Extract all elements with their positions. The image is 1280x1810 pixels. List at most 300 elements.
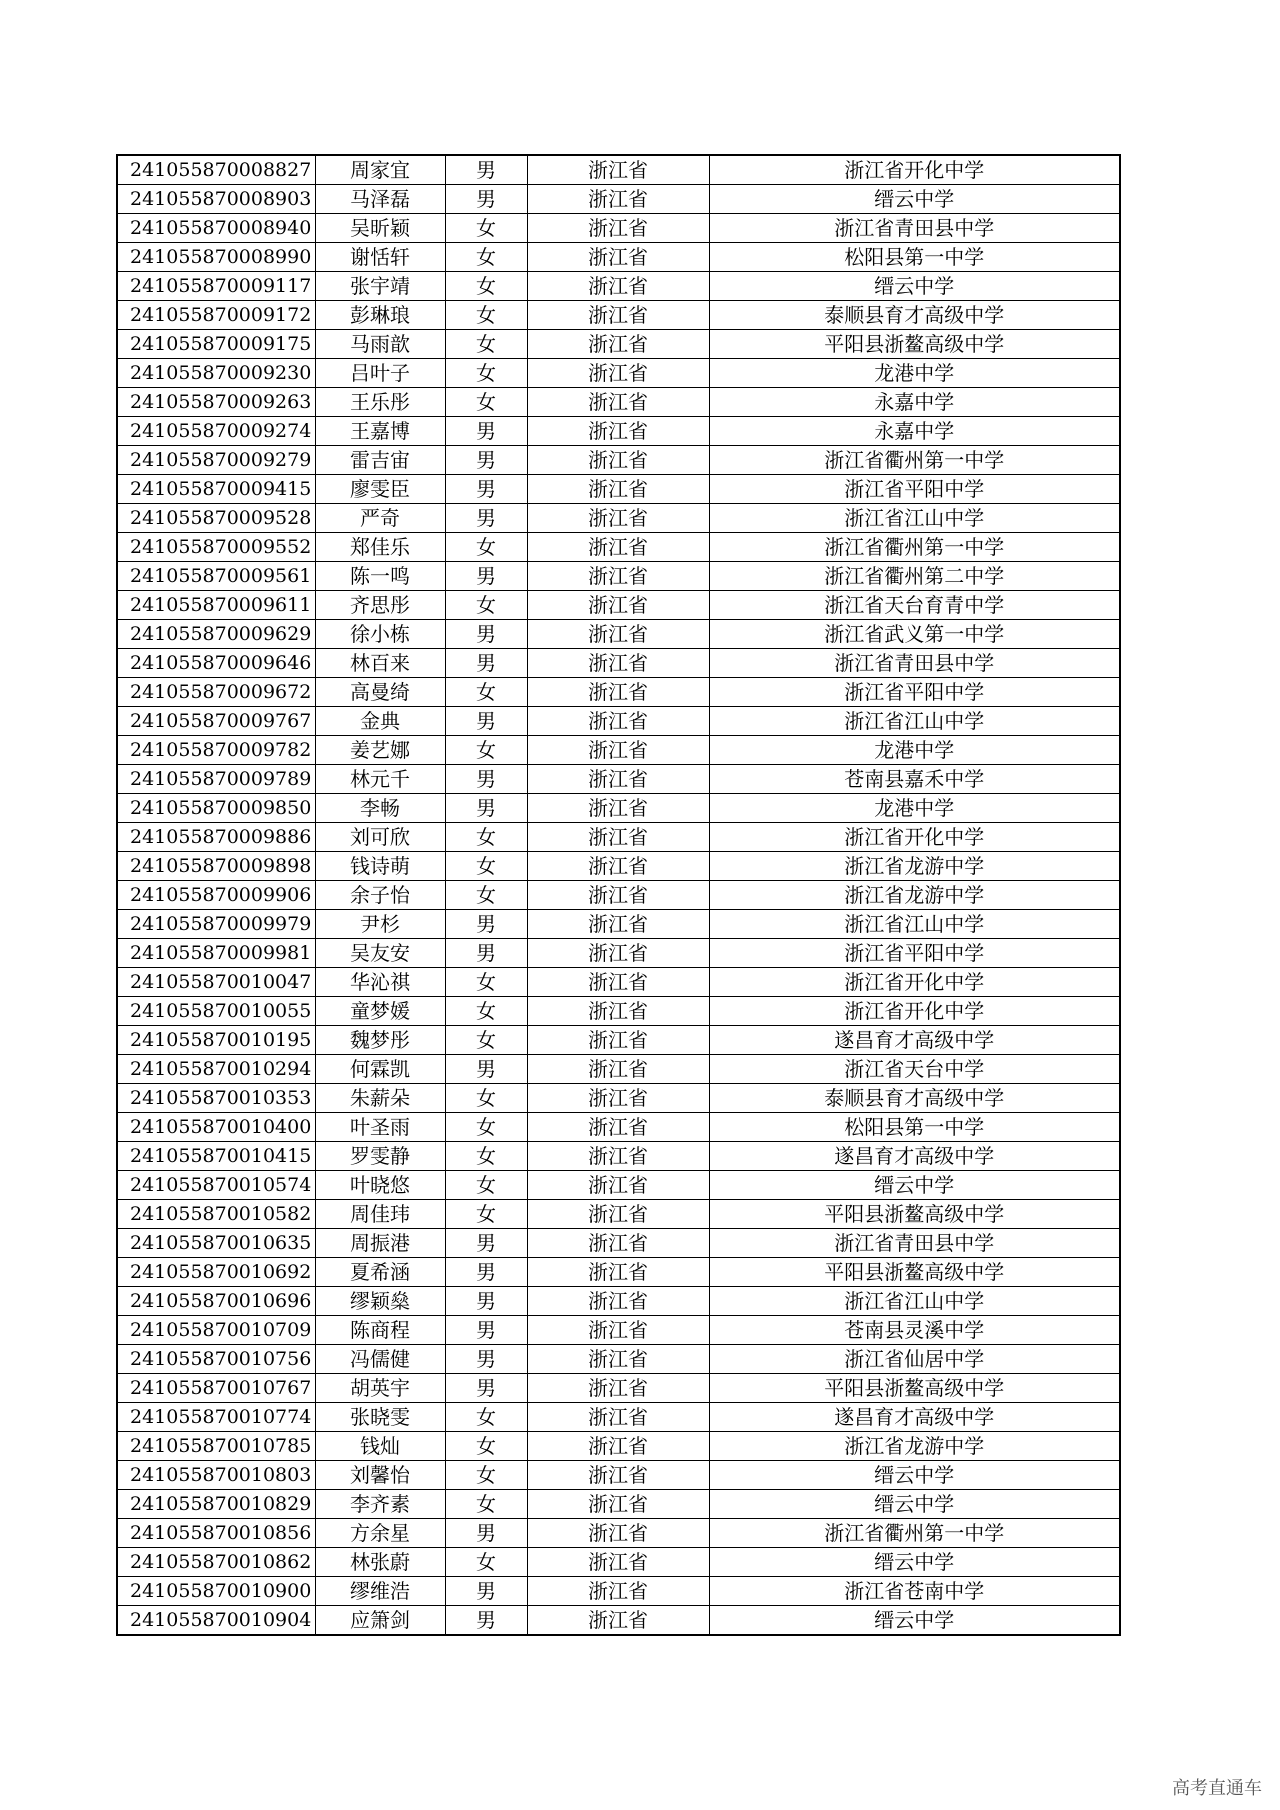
exam-id-cell: 241055870009782 <box>117 736 315 765</box>
province-cell: 浙江省 <box>527 1403 709 1432</box>
table-row <box>117 533 1120 562</box>
name-cell: 冯儒健 <box>315 1345 445 1374</box>
school-cell: 浙江省江山中学 <box>709 1287 1120 1316</box>
table-row <box>117 243 1120 272</box>
name-cell: 钱灿 <box>315 1432 445 1461</box>
province-cell: 浙江省 <box>527 1606 709 1636</box>
gender-cell: 男 <box>445 794 527 823</box>
exam-id-cell: 241055870009279 <box>117 446 315 475</box>
gender-cell: 女 <box>445 591 527 620</box>
province-cell: 浙江省 <box>527 533 709 562</box>
school-cell: 浙江省龙游中学 <box>709 881 1120 910</box>
exam-id-cell: 241055870009172 <box>117 301 315 330</box>
exam-id-cell: 241055870009230 <box>117 359 315 388</box>
name-cell: 余子怡 <box>315 881 445 910</box>
school-cell: 平阳县浙鳌高级中学 <box>709 330 1120 359</box>
gender-cell: 男 <box>445 765 527 794</box>
name-cell: 王乐彤 <box>315 388 445 417</box>
province-cell: 浙江省 <box>527 214 709 243</box>
province-cell: 浙江省 <box>527 1432 709 1461</box>
school-cell: 浙江省衢州第一中学 <box>709 533 1120 562</box>
table-row <box>117 475 1120 504</box>
name-cell: 缪颖燊 <box>315 1287 445 1316</box>
gender-cell: 女 <box>445 1200 527 1229</box>
name-cell: 罗雯静 <box>315 1142 445 1171</box>
gender-cell: 女 <box>445 852 527 881</box>
province-cell: 浙江省 <box>527 1258 709 1287</box>
school-cell: 平阳县浙鳌高级中学 <box>709 1200 1120 1229</box>
gender-cell: 男 <box>445 1519 527 1548</box>
table-row <box>117 678 1120 707</box>
gender-cell: 男 <box>445 1055 527 1084</box>
name-cell: 钱诗萌 <box>315 852 445 881</box>
name-cell: 金典 <box>315 707 445 736</box>
school-cell: 缙云中学 <box>709 1461 1120 1490</box>
name-cell: 叶晓悠 <box>315 1171 445 1200</box>
school-cell: 浙江省衢州第一中学 <box>709 446 1120 475</box>
province-cell: 浙江省 <box>527 301 709 330</box>
gender-cell: 男 <box>445 1258 527 1287</box>
name-cell: 刘可欣 <box>315 823 445 852</box>
gender-cell: 男 <box>445 1345 527 1374</box>
exam-id-cell: 241055870010774 <box>117 1403 315 1432</box>
name-cell: 缪维浩 <box>315 1577 445 1606</box>
school-cell: 遂昌育才高级中学 <box>709 1142 1120 1171</box>
roster-table <box>116 154 1121 1636</box>
school-cell: 浙江省武义第一中学 <box>709 620 1120 649</box>
name-cell: 朱薪朵 <box>315 1084 445 1113</box>
name-cell: 胡英宇 <box>315 1374 445 1403</box>
name-cell: 应箫剑 <box>315 1606 445 1636</box>
school-cell: 遂昌育才高级中学 <box>709 1026 1120 1055</box>
school-cell: 苍南县嘉禾中学 <box>709 765 1120 794</box>
name-cell: 吴昕颖 <box>315 214 445 243</box>
province-cell: 浙江省 <box>527 794 709 823</box>
roster-body <box>117 155 1120 1635</box>
exam-id-cell: 241055870009767 <box>117 707 315 736</box>
name-cell: 王嘉博 <box>315 417 445 446</box>
table-row <box>117 214 1120 243</box>
exam-id-cell: 241055870010696 <box>117 1287 315 1316</box>
table-row <box>117 1316 1120 1345</box>
gender-cell: 男 <box>445 504 527 533</box>
exam-id-cell: 241055870010582 <box>117 1200 315 1229</box>
gender-cell: 女 <box>445 1084 527 1113</box>
name-cell: 雷吉宙 <box>315 446 445 475</box>
gender-cell: 女 <box>445 1171 527 1200</box>
province-cell: 浙江省 <box>527 330 709 359</box>
school-cell: 浙江省平阳中学 <box>709 475 1120 504</box>
table-row <box>117 330 1120 359</box>
province-cell: 浙江省 <box>527 620 709 649</box>
table-row <box>117 1461 1120 1490</box>
school-cell: 泰顺县育才高级中学 <box>709 301 1120 330</box>
exam-id-cell: 241055870010574 <box>117 1171 315 1200</box>
gender-cell: 女 <box>445 272 527 301</box>
exam-id-cell: 241055870010900 <box>117 1577 315 1606</box>
exam-id-cell: 241055870010400 <box>117 1113 315 1142</box>
gender-cell: 男 <box>445 939 527 968</box>
gender-cell: 女 <box>445 1432 527 1461</box>
table-row <box>117 1345 1120 1374</box>
school-cell: 浙江省开化中学 <box>709 968 1120 997</box>
gender-cell: 男 <box>445 649 527 678</box>
table-row <box>117 1403 1120 1432</box>
name-cell: 林百来 <box>315 649 445 678</box>
exam-id-cell: 241055870009552 <box>117 533 315 562</box>
school-cell: 浙江省仙居中学 <box>709 1345 1120 1374</box>
name-cell: 谢恬轩 <box>315 243 445 272</box>
name-cell: 华沁祺 <box>315 968 445 997</box>
name-cell: 刘馨怡 <box>315 1461 445 1490</box>
name-cell: 李齐素 <box>315 1490 445 1519</box>
table-row <box>117 997 1120 1026</box>
province-cell: 浙江省 <box>527 562 709 591</box>
name-cell: 张宇靖 <box>315 272 445 301</box>
table-row <box>117 359 1120 388</box>
school-cell: 浙江省龙游中学 <box>709 1432 1120 1461</box>
table-row <box>117 417 1120 446</box>
exam-id-cell: 241055870009528 <box>117 504 315 533</box>
exam-id-cell: 241055870009981 <box>117 939 315 968</box>
name-cell: 林张蔚 <box>315 1548 445 1577</box>
gender-cell: 男 <box>445 562 527 591</box>
province-cell: 浙江省 <box>527 243 709 272</box>
table-row <box>117 155 1120 185</box>
gender-cell: 男 <box>445 620 527 649</box>
school-cell: 缙云中学 <box>709 185 1120 214</box>
exam-id-cell: 241055870010692 <box>117 1258 315 1287</box>
gender-cell: 男 <box>445 910 527 939</box>
exam-id-cell: 241055870009979 <box>117 910 315 939</box>
exam-id-cell: 241055870010047 <box>117 968 315 997</box>
province-cell: 浙江省 <box>527 155 709 185</box>
table-row <box>117 591 1120 620</box>
gender-cell: 女 <box>445 997 527 1026</box>
table-row <box>117 620 1120 649</box>
table-row <box>117 649 1120 678</box>
gender-cell: 女 <box>445 1113 527 1142</box>
gender-cell: 男 <box>445 707 527 736</box>
table-row <box>117 1113 1120 1142</box>
school-cell: 泰顺县育才高级中学 <box>709 1084 1120 1113</box>
table-row <box>117 272 1120 301</box>
province-cell: 浙江省 <box>527 968 709 997</box>
name-cell: 周振港 <box>315 1229 445 1258</box>
table-row <box>117 881 1120 910</box>
name-cell: 彭琳琅 <box>315 301 445 330</box>
table-row <box>117 1055 1120 1084</box>
school-cell: 浙江省开化中学 <box>709 823 1120 852</box>
province-cell: 浙江省 <box>527 1171 709 1200</box>
province-cell: 浙江省 <box>527 1055 709 1084</box>
name-cell: 张晓雯 <box>315 1403 445 1432</box>
province-cell: 浙江省 <box>527 1142 709 1171</box>
gender-cell: 男 <box>445 417 527 446</box>
table-row <box>117 1432 1120 1461</box>
table-row <box>117 1229 1120 1258</box>
table-row <box>117 1519 1120 1548</box>
province-cell: 浙江省 <box>527 388 709 417</box>
exam-id-cell: 241055870010195 <box>117 1026 315 1055</box>
school-cell: 缙云中学 <box>709 272 1120 301</box>
gender-cell: 男 <box>445 1287 527 1316</box>
name-cell: 严奇 <box>315 504 445 533</box>
gender-cell: 女 <box>445 330 527 359</box>
school-cell: 缙云中学 <box>709 1548 1120 1577</box>
name-cell: 何霖凯 <box>315 1055 445 1084</box>
name-cell: 周家宜 <box>315 155 445 185</box>
gender-cell: 女 <box>445 823 527 852</box>
table-row <box>117 707 1120 736</box>
province-cell: 浙江省 <box>527 446 709 475</box>
exam-id-cell: 241055870009672 <box>117 678 315 707</box>
school-cell: 浙江省开化中学 <box>709 997 1120 1026</box>
province-cell: 浙江省 <box>527 649 709 678</box>
school-cell: 浙江省青田县中学 <box>709 214 1120 243</box>
gender-cell: 女 <box>445 1548 527 1577</box>
exam-id-cell: 241055870010785 <box>117 1432 315 1461</box>
school-cell: 平阳县浙鳌高级中学 <box>709 1374 1120 1403</box>
name-cell: 姜艺娜 <box>315 736 445 765</box>
exam-id-cell: 241055870009611 <box>117 591 315 620</box>
name-cell: 陈一鸣 <box>315 562 445 591</box>
gender-cell: 男 <box>445 185 527 214</box>
province-cell: 浙江省 <box>527 1084 709 1113</box>
province-cell: 浙江省 <box>527 591 709 620</box>
name-cell: 齐思彤 <box>315 591 445 620</box>
school-cell: 浙江省衢州第一中学 <box>709 1519 1120 1548</box>
province-cell: 浙江省 <box>527 1374 709 1403</box>
province-cell: 浙江省 <box>527 1200 709 1229</box>
exam-id-cell: 241055870010353 <box>117 1084 315 1113</box>
school-cell: 平阳县浙鳌高级中学 <box>709 1258 1120 1287</box>
gender-cell: 男 <box>445 446 527 475</box>
gender-cell: 女 <box>445 736 527 765</box>
gender-cell: 女 <box>445 1490 527 1519</box>
exam-id-cell: 241055870009415 <box>117 475 315 504</box>
school-cell: 浙江省青田县中学 <box>709 649 1120 678</box>
table-row <box>117 1374 1120 1403</box>
province-cell: 浙江省 <box>527 1287 709 1316</box>
school-cell: 遂昌育才高级中学 <box>709 1403 1120 1432</box>
gender-cell: 女 <box>445 214 527 243</box>
school-cell: 浙江省龙游中学 <box>709 852 1120 881</box>
school-cell: 浙江省平阳中学 <box>709 939 1120 968</box>
table-row <box>117 1287 1120 1316</box>
school-cell: 浙江省江山中学 <box>709 707 1120 736</box>
exam-id-cell: 241055870010904 <box>117 1606 315 1636</box>
table-row <box>117 1026 1120 1055</box>
name-cell: 郑佳乐 <box>315 533 445 562</box>
exam-id-cell: 241055870009629 <box>117 620 315 649</box>
province-cell: 浙江省 <box>527 1577 709 1606</box>
exam-id-cell: 241055870010862 <box>117 1548 315 1577</box>
table-row <box>117 1606 1120 1636</box>
school-cell: 松阳县第一中学 <box>709 243 1120 272</box>
name-cell: 马泽磊 <box>315 185 445 214</box>
province-cell: 浙江省 <box>527 707 709 736</box>
exam-id-cell: 241055870008827 <box>117 155 315 185</box>
name-cell: 吕叶子 <box>315 359 445 388</box>
name-cell: 马雨歆 <box>315 330 445 359</box>
school-cell: 龙港中学 <box>709 359 1120 388</box>
school-cell: 浙江省天台育青中学 <box>709 591 1120 620</box>
gender-cell: 女 <box>445 1026 527 1055</box>
gender-cell: 男 <box>445 1316 527 1345</box>
province-cell: 浙江省 <box>527 881 709 910</box>
exam-id-cell: 241055870009850 <box>117 794 315 823</box>
gender-cell: 男 <box>445 155 527 185</box>
name-cell: 林元千 <box>315 765 445 794</box>
province-cell: 浙江省 <box>527 910 709 939</box>
province-cell: 浙江省 <box>527 1519 709 1548</box>
name-cell: 吴友安 <box>315 939 445 968</box>
province-cell: 浙江省 <box>527 1490 709 1519</box>
gender-cell: 男 <box>445 1577 527 1606</box>
name-cell: 李畅 <box>315 794 445 823</box>
name-cell: 尹杉 <box>315 910 445 939</box>
exam-id-cell: 241055870009175 <box>117 330 315 359</box>
gender-cell: 男 <box>445 1229 527 1258</box>
exam-id-cell: 241055870010856 <box>117 1519 315 1548</box>
table-row <box>117 504 1120 533</box>
gender-cell: 女 <box>445 1403 527 1432</box>
province-cell: 浙江省 <box>527 1026 709 1055</box>
gender-cell: 女 <box>445 678 527 707</box>
province-cell: 浙江省 <box>527 678 709 707</box>
table-row <box>117 1577 1120 1606</box>
exam-id-cell: 241055870010055 <box>117 997 315 1026</box>
table-row <box>117 562 1120 591</box>
exam-id-cell: 241055870009906 <box>117 881 315 910</box>
exam-id-cell: 241055870010294 <box>117 1055 315 1084</box>
table-row <box>117 1258 1120 1287</box>
table-row <box>117 765 1120 794</box>
exam-id-cell: 241055870009274 <box>117 417 315 446</box>
name-cell: 魏梦彤 <box>315 1026 445 1055</box>
school-cell: 缙云中学 <box>709 1171 1120 1200</box>
table-row <box>117 1200 1120 1229</box>
exam-id-cell: 241055870010767 <box>117 1374 315 1403</box>
gender-cell: 男 <box>445 1374 527 1403</box>
school-cell: 浙江省苍南中学 <box>709 1577 1120 1606</box>
exam-id-cell: 241055870008940 <box>117 214 315 243</box>
table-row <box>117 1548 1120 1577</box>
exam-id-cell: 241055870009263 <box>117 388 315 417</box>
school-cell: 龙港中学 <box>709 736 1120 765</box>
gender-cell: 女 <box>445 1461 527 1490</box>
name-cell: 方余星 <box>315 1519 445 1548</box>
province-cell: 浙江省 <box>527 1548 709 1577</box>
table-row <box>117 446 1120 475</box>
exam-id-cell: 241055870009561 <box>117 562 315 591</box>
gender-cell: 女 <box>445 968 527 997</box>
school-cell: 浙江省开化中学 <box>709 155 1120 185</box>
school-cell: 永嘉中学 <box>709 417 1120 446</box>
exam-id-cell: 241055870010709 <box>117 1316 315 1345</box>
school-cell: 松阳县第一中学 <box>709 1113 1120 1142</box>
exam-id-cell: 241055870010635 <box>117 1229 315 1258</box>
school-cell: 浙江省江山中学 <box>709 504 1120 533</box>
exam-id-cell: 241055870010829 <box>117 1490 315 1519</box>
table-row <box>117 1490 1120 1519</box>
school-cell: 浙江省江山中学 <box>709 910 1120 939</box>
school-cell: 浙江省青田县中学 <box>709 1229 1120 1258</box>
gender-cell: 男 <box>445 1606 527 1636</box>
gender-cell: 女 <box>445 243 527 272</box>
name-cell: 叶圣雨 <box>315 1113 445 1142</box>
school-cell: 缙云中学 <box>709 1606 1120 1636</box>
exam-id-cell: 241055870010756 <box>117 1345 315 1374</box>
gender-cell: 女 <box>445 533 527 562</box>
exam-id-cell: 241055870009886 <box>117 823 315 852</box>
name-cell: 廖雯臣 <box>315 475 445 504</box>
name-cell: 徐小栋 <box>315 620 445 649</box>
gender-cell: 女 <box>445 881 527 910</box>
table-row <box>117 185 1120 214</box>
name-cell: 陈商程 <box>315 1316 445 1345</box>
province-cell: 浙江省 <box>527 185 709 214</box>
name-cell: 童梦媛 <box>315 997 445 1026</box>
table-row <box>117 910 1120 939</box>
province-cell: 浙江省 <box>527 736 709 765</box>
gender-cell: 女 <box>445 359 527 388</box>
exam-id-cell: 241055870010803 <box>117 1461 315 1490</box>
gender-cell: 男 <box>445 475 527 504</box>
exam-id-cell: 241055870008903 <box>117 185 315 214</box>
table-row <box>117 1142 1120 1171</box>
exam-id-cell: 241055870009646 <box>117 649 315 678</box>
name-cell: 夏希涵 <box>315 1258 445 1287</box>
province-cell: 浙江省 <box>527 823 709 852</box>
school-cell: 缙云中学 <box>709 1490 1120 1519</box>
province-cell: 浙江省 <box>527 997 709 1026</box>
school-cell: 永嘉中学 <box>709 388 1120 417</box>
table-row <box>117 301 1120 330</box>
exam-id-cell: 241055870009898 <box>117 852 315 881</box>
school-cell: 苍南县灵溪中学 <box>709 1316 1120 1345</box>
province-cell: 浙江省 <box>527 939 709 968</box>
exam-id-cell: 241055870008990 <box>117 243 315 272</box>
watermark-text: 高考直通车 <box>1172 1778 1262 1799</box>
gender-cell: 女 <box>445 388 527 417</box>
name-cell: 周佳玮 <box>315 1200 445 1229</box>
table-row <box>117 823 1120 852</box>
table-row <box>117 939 1120 968</box>
province-cell: 浙江省 <box>527 1461 709 1490</box>
name-cell: 高曼绮 <box>315 678 445 707</box>
gender-cell: 女 <box>445 301 527 330</box>
province-cell: 浙江省 <box>527 417 709 446</box>
exam-id-cell: 241055870009117 <box>117 272 315 301</box>
table-row <box>117 1084 1120 1113</box>
province-cell: 浙江省 <box>527 1316 709 1345</box>
province-cell: 浙江省 <box>527 359 709 388</box>
table-row <box>117 968 1120 997</box>
table-row <box>117 736 1120 765</box>
table-row <box>117 794 1120 823</box>
school-cell: 浙江省衢州第二中学 <box>709 562 1120 591</box>
school-cell: 浙江省平阳中学 <box>709 678 1120 707</box>
province-cell: 浙江省 <box>527 272 709 301</box>
table-row <box>117 1171 1120 1200</box>
table-row <box>117 852 1120 881</box>
province-cell: 浙江省 <box>527 1345 709 1374</box>
school-cell: 浙江省天台中学 <box>709 1055 1120 1084</box>
province-cell: 浙江省 <box>527 475 709 504</box>
province-cell: 浙江省 <box>527 765 709 794</box>
